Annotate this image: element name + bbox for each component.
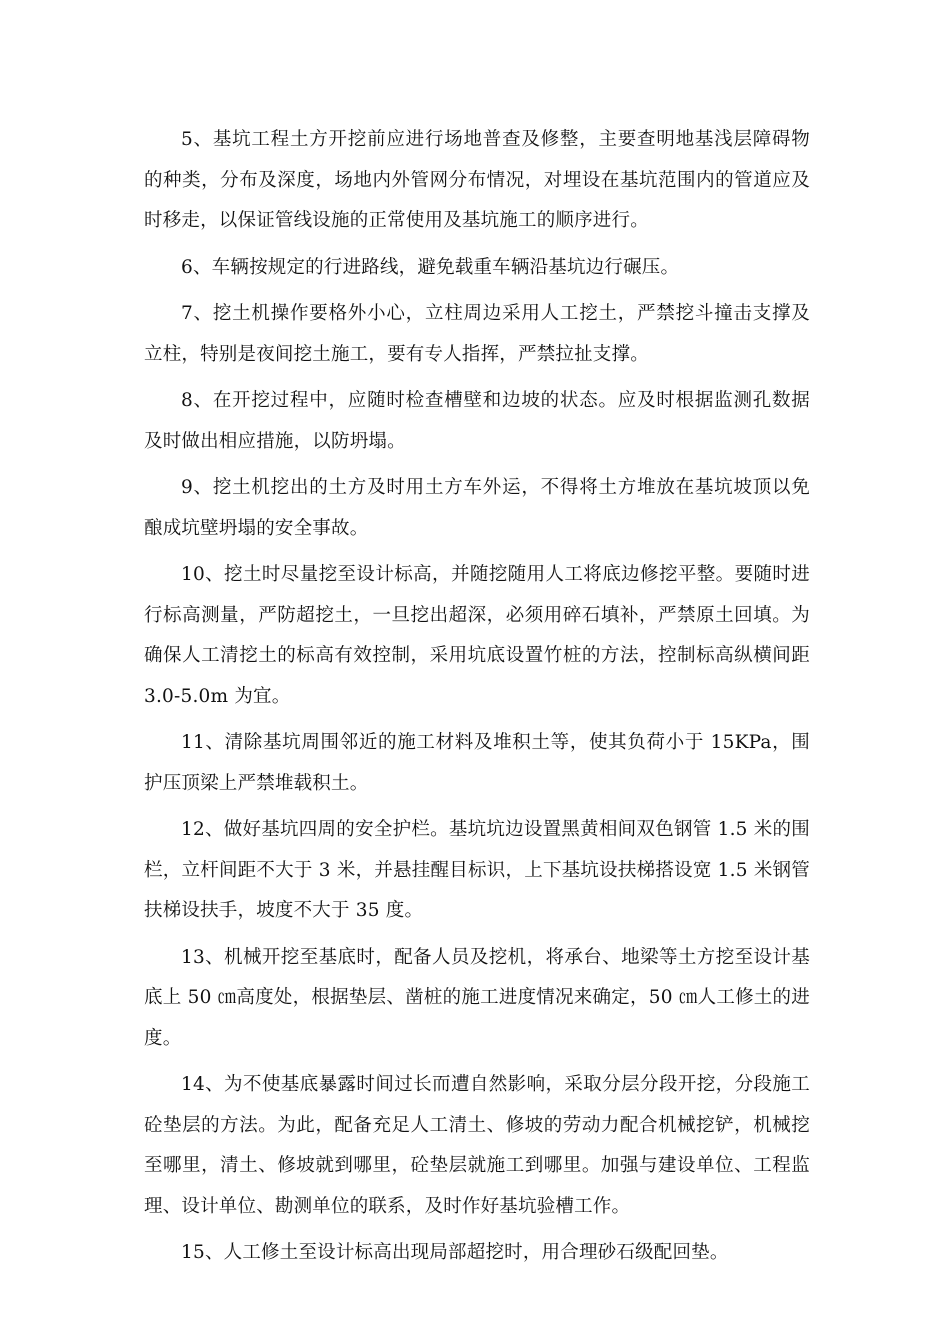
paragraph-item-13: 13、机械开挖至基底时，配备人员及挖机，将承台、地梁等土方挖至设计基底上 50 ㎝高度处，根据垫层、凿桩的施工进度情况来确定，50 ㎝人工修土的进度。 [144,946,810,1049]
document-body [144,120,810,1280]
paragraph-item-9: 9、挖土机挖出的土方及时用土方车外运，不得将土方堆放在基坑坡顶以免酿成坑壁坍塌的安全事故。 [144,477,810,539]
paragraph-item-8: 8、在开挖过程中，应随时检查槽壁和边坡的状态。应及时根据监测孔数据及时做出相应措施，以防坍塌。 [144,390,810,452]
paragraph-item-7: 7、挖土机操作要格外小心，立柱周边采用人工挖土，严禁挖斗撞击支撑及立柱，特别是夜间挖土施工，要有专人指挥，严禁拉扯支撑。 [144,303,810,365]
paragraph-item-6: 6、车辆按规定的行进路线，避免载重车辆沿基坑边行碾压。 [181,256,680,278]
paragraph-item-11: 11、清除基坑周围邻近的施工材料及堆积土等，使其负荷小于 15KPa，围护压顶梁上严禁堆载积土。 [144,732,810,794]
paragraph-item-10: 10、挖土时尽量挖至设计标高，并随挖随用人工将底边修挖平整。要随时进行标高测量，严防超挖土，一旦挖出超深，必须用碎石填补，严禁原土回填。为确保人工清挖土的标高有效控制，采用坑底设置竹桩的方法，控制标高纵横间距3.0-5.0m 为宜。 [144,564,810,707]
paragraph-item-14: 14、为不使基底暴露时间过长而遭自然影响，采取分层分段开挖，分段施工砼垫层的方法。为此，配备充足人工清土、修坡的劳动力配合机械挖铲，机械挖至哪里，清土、修坡就到哪里，砼垫层就施工到哪里。加强与建设单位、工程监理、设计单位、勘测单位的联系，及时作好基坑验槽工作。 [144,1074,810,1217]
paragraph-item-12: 12、做好基坑四周的安全护栏。基坑坑边设置黑黄相间双色钢管 1.5 米的围栏，立杆间距不大于 3 米，并悬挂醒目标识，上下基坑设扶梯搭设宽 1.5 米钢管扶梯设扶手，坡度不大于 35 度。 [144,819,810,921]
paragraph-item-5: 5、基坑工程土方开挖前应进行场地普查及修整，主要查明地基浅层障碍物的种类，分布及深度，场地内外管网分布情况，对埋设在基坑范围内的管道应及时移走，以保证管线设施的正常使用及基坑施工的顺序进行。 [144,129,810,231]
paragraph-item-15: 15、人工修土至设计标高出现局部超挖时，用合理砂石级配回垫。 [181,1242,729,1263]
